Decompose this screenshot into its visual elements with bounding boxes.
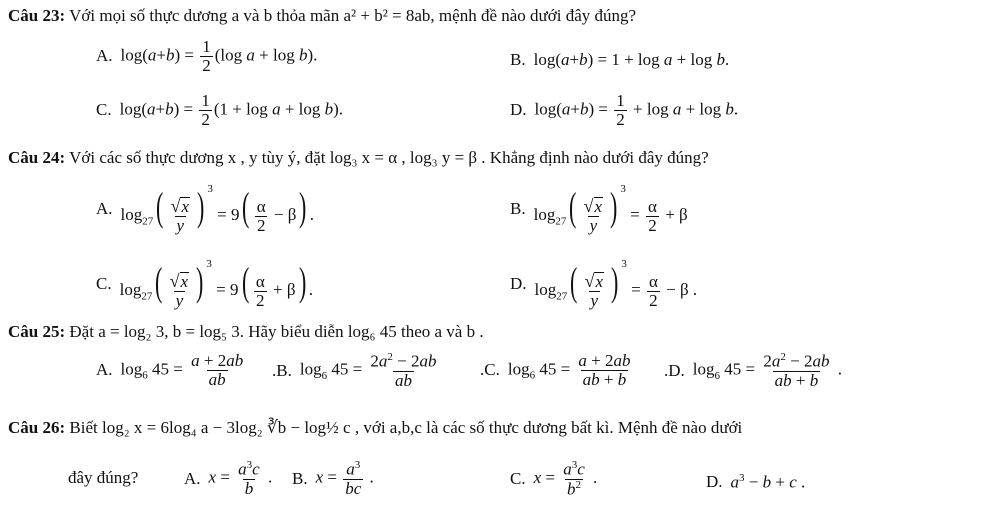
- question-text: Với các số thực dương x , y tùy ý, đặt log₃ x = α , log₃ y = β . Khẳng định nào dưới đây đúng?: [69, 148, 709, 167]
- question-26-continuation: đây đúng?: [68, 468, 139, 487]
- option-25-c: .C. $\log_6 45$ = $\frac{a + 2ab}{ab + b}$: [480, 351, 631, 389]
- option-26-b: B. x = $\frac{a^3}{bc}$ .: [292, 459, 374, 498]
- option-26-a: A. x = $\frac{a^3c}{b}$ .: [184, 459, 273, 498]
- question-number: Câu 24:: [8, 148, 66, 167]
- option-23-c: C. log(a+b) = $\frac{1}{2}$ (1 + log a + log b).: [96, 91, 344, 129]
- option-24-d: D. $\log_{27}$( √ x y ) $^3$ = $\frac{\alpha}{2}$ − β .: [510, 258, 698, 311]
- question-25: [8, 322, 484, 342]
- option-26-d: D. $a^3 - b + c$ .: [706, 472, 806, 492]
- option-24-b: B. $\log_{27}$( √ x y ) $^3$ = $\frac{\alpha}{2}$ + β: [510, 183, 688, 236]
- option-23-a: A. log(a+b) = $\frac{1}{2}$ (log a + log b).: [96, 37, 318, 75]
- option-26-c: C. x = $\frac{a^3c}{b^2}$ .: [510, 459, 598, 499]
- question-text: Với mọi số thực dương a và b thỏa mãn a² + b² = 8ab, mệnh đề nào dưới đây đúng?: [69, 6, 637, 25]
- option-25-b: .B. $\log_6 45$ = $\frac{2a^2 - 2ab}{ab}$: [272, 351, 437, 390]
- question-text: Đặt a = log₂ 3, b = log₅ 3. Hãy biểu diễn log₆ 45 theo a và b .: [69, 322, 484, 341]
- option-24-c: C. $\log_{27}$( √ x y ) $^3$ = 9( $\frac{\alpha}{2}$ + β) .: [96, 258, 314, 311]
- question-24: [8, 148, 709, 168]
- option-23-b: B. log(a+b) = 1 + log a + log b.: [510, 50, 730, 69]
- option-23-d: D. log(a+b) = $\frac{1}{2}$ + log a + log b.: [510, 91, 739, 129]
- question-number: Câu 23:: [8, 6, 66, 25]
- question-number: Câu 25:: [8, 322, 66, 341]
- question-text: Biết log₂ x = 6log₄ a − 3log₂ ∛b − log½ c , với a,b,c là các số thực dương bất kì. Mệnh đề nào dưới: [69, 418, 743, 437]
- question-number: Câu 26:: [8, 418, 66, 437]
- question-23: [8, 6, 636, 26]
- option-25-d: .D. $\log_6 45$ = $\frac{2a^2 - 2ab}{ab + b}$ .: [664, 351, 842, 390]
- option-25-a: A. $\log_6 45$ = $\frac{a + 2ab}{ab}$: [96, 351, 244, 389]
- option-24-a: A. $\log_{27}$( √ x y ) $^3$ = 9( $\frac{\alpha}{2}$ − β) .: [96, 183, 315, 236]
- question-26: [8, 418, 742, 438]
